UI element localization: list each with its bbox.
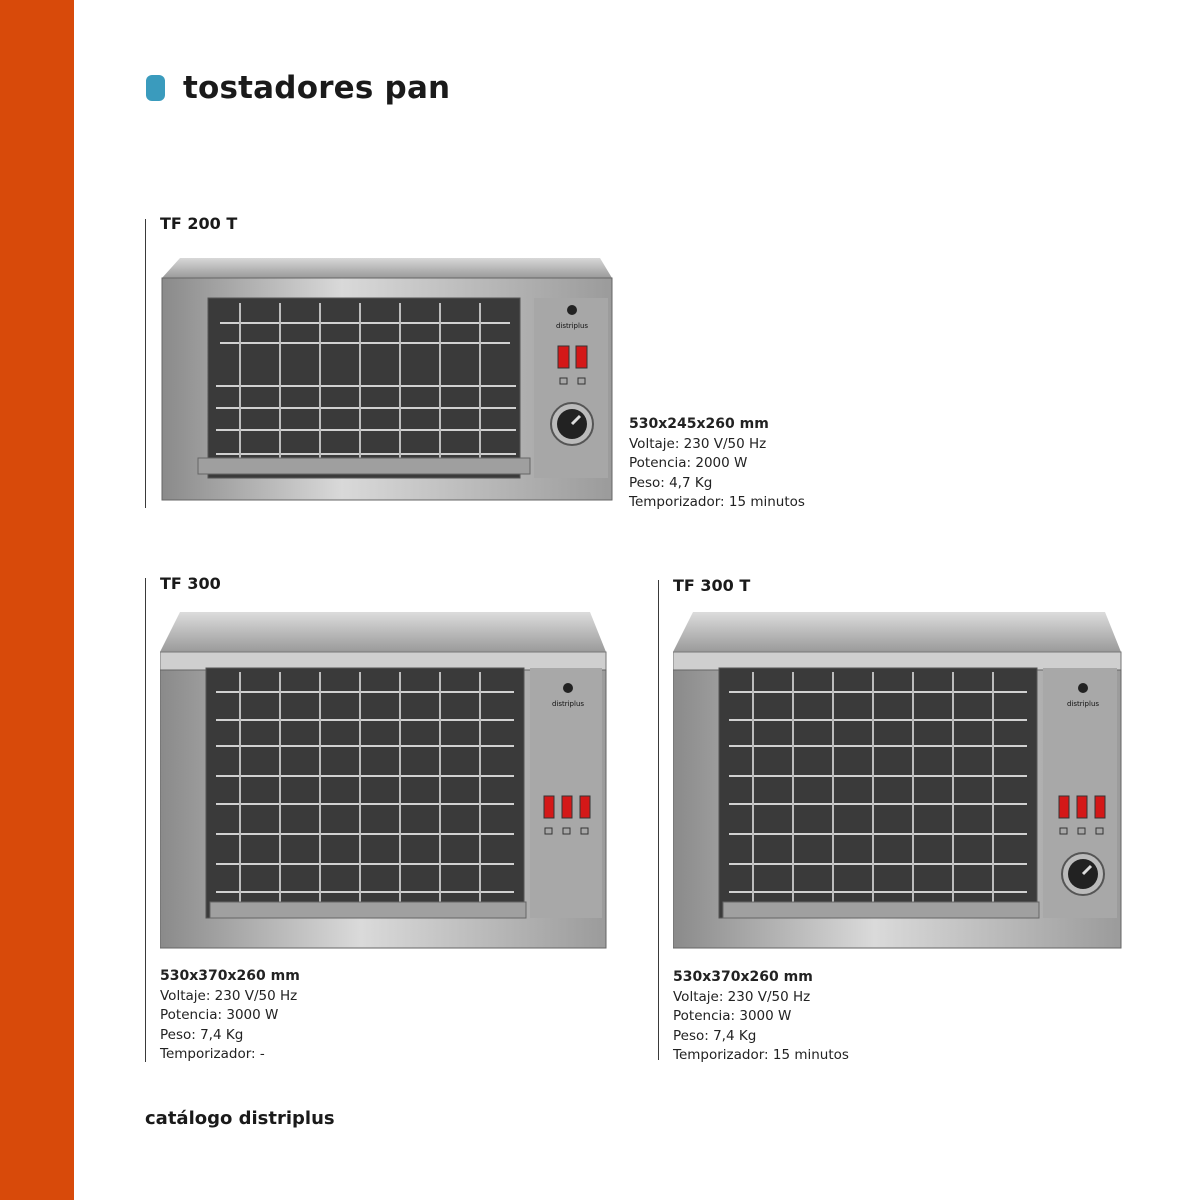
product-specs bbox=[160, 967, 300, 1065]
product-specs bbox=[629, 415, 805, 513]
brand-label: distriplus bbox=[1066, 700, 1100, 708]
spec-dimensions: 530x370x260 mm bbox=[673, 969, 813, 985]
product-photo-tf300t bbox=[673, 612, 1125, 952]
page-title: tostadores pan bbox=[183, 70, 451, 106]
brand-label: distriplus bbox=[555, 322, 589, 330]
spec-voltage: Voltaje: 230 V/50 Hz bbox=[160, 987, 298, 1004]
product-name: TF 200 T bbox=[160, 214, 238, 233]
product-name: TF 300 T bbox=[673, 576, 751, 595]
product-divider bbox=[145, 219, 146, 508]
spec-dimensions: 530x245x260 mm bbox=[629, 416, 769, 432]
product-photo-tf300 bbox=[160, 612, 610, 952]
spec-voltage: Voltaje: 230 V/50 Hz bbox=[629, 435, 767, 452]
side-stripe bbox=[0, 0, 74, 1200]
spec-timer: Temporizador: 15 minutos bbox=[673, 1047, 849, 1063]
brand-label: distriplus bbox=[551, 700, 585, 708]
product-specs bbox=[673, 968, 849, 1066]
spec-timer: Temporizador: 15 minutos bbox=[629, 494, 805, 510]
product-name: TF 300 bbox=[160, 574, 221, 593]
spec-weight: Peso: 7,4 Kg bbox=[673, 1027, 757, 1044]
spec-weight: Peso: 7,4 Kg bbox=[160, 1026, 244, 1043]
spec-weight: Peso: 4,7 Kg bbox=[629, 474, 713, 491]
product-divider bbox=[145, 578, 146, 1062]
footer-label: catálogo distriplus bbox=[145, 1108, 335, 1129]
product-photo-tf200t bbox=[160, 258, 615, 508]
spec-power: Potencia: 3000 W bbox=[160, 1007, 279, 1023]
title-marker bbox=[146, 75, 165, 101]
spec-timer: Temporizador: - bbox=[160, 1046, 265, 1062]
product-divider bbox=[658, 580, 659, 1060]
spec-dimensions: 530x370x260 mm bbox=[160, 968, 300, 984]
spec-voltage: Voltaje: 230 V/50 Hz bbox=[673, 988, 811, 1005]
title-block bbox=[146, 70, 450, 106]
spec-power: Potencia: 2000 W bbox=[629, 455, 748, 471]
spec-power: Potencia: 3000 W bbox=[673, 1008, 792, 1024]
